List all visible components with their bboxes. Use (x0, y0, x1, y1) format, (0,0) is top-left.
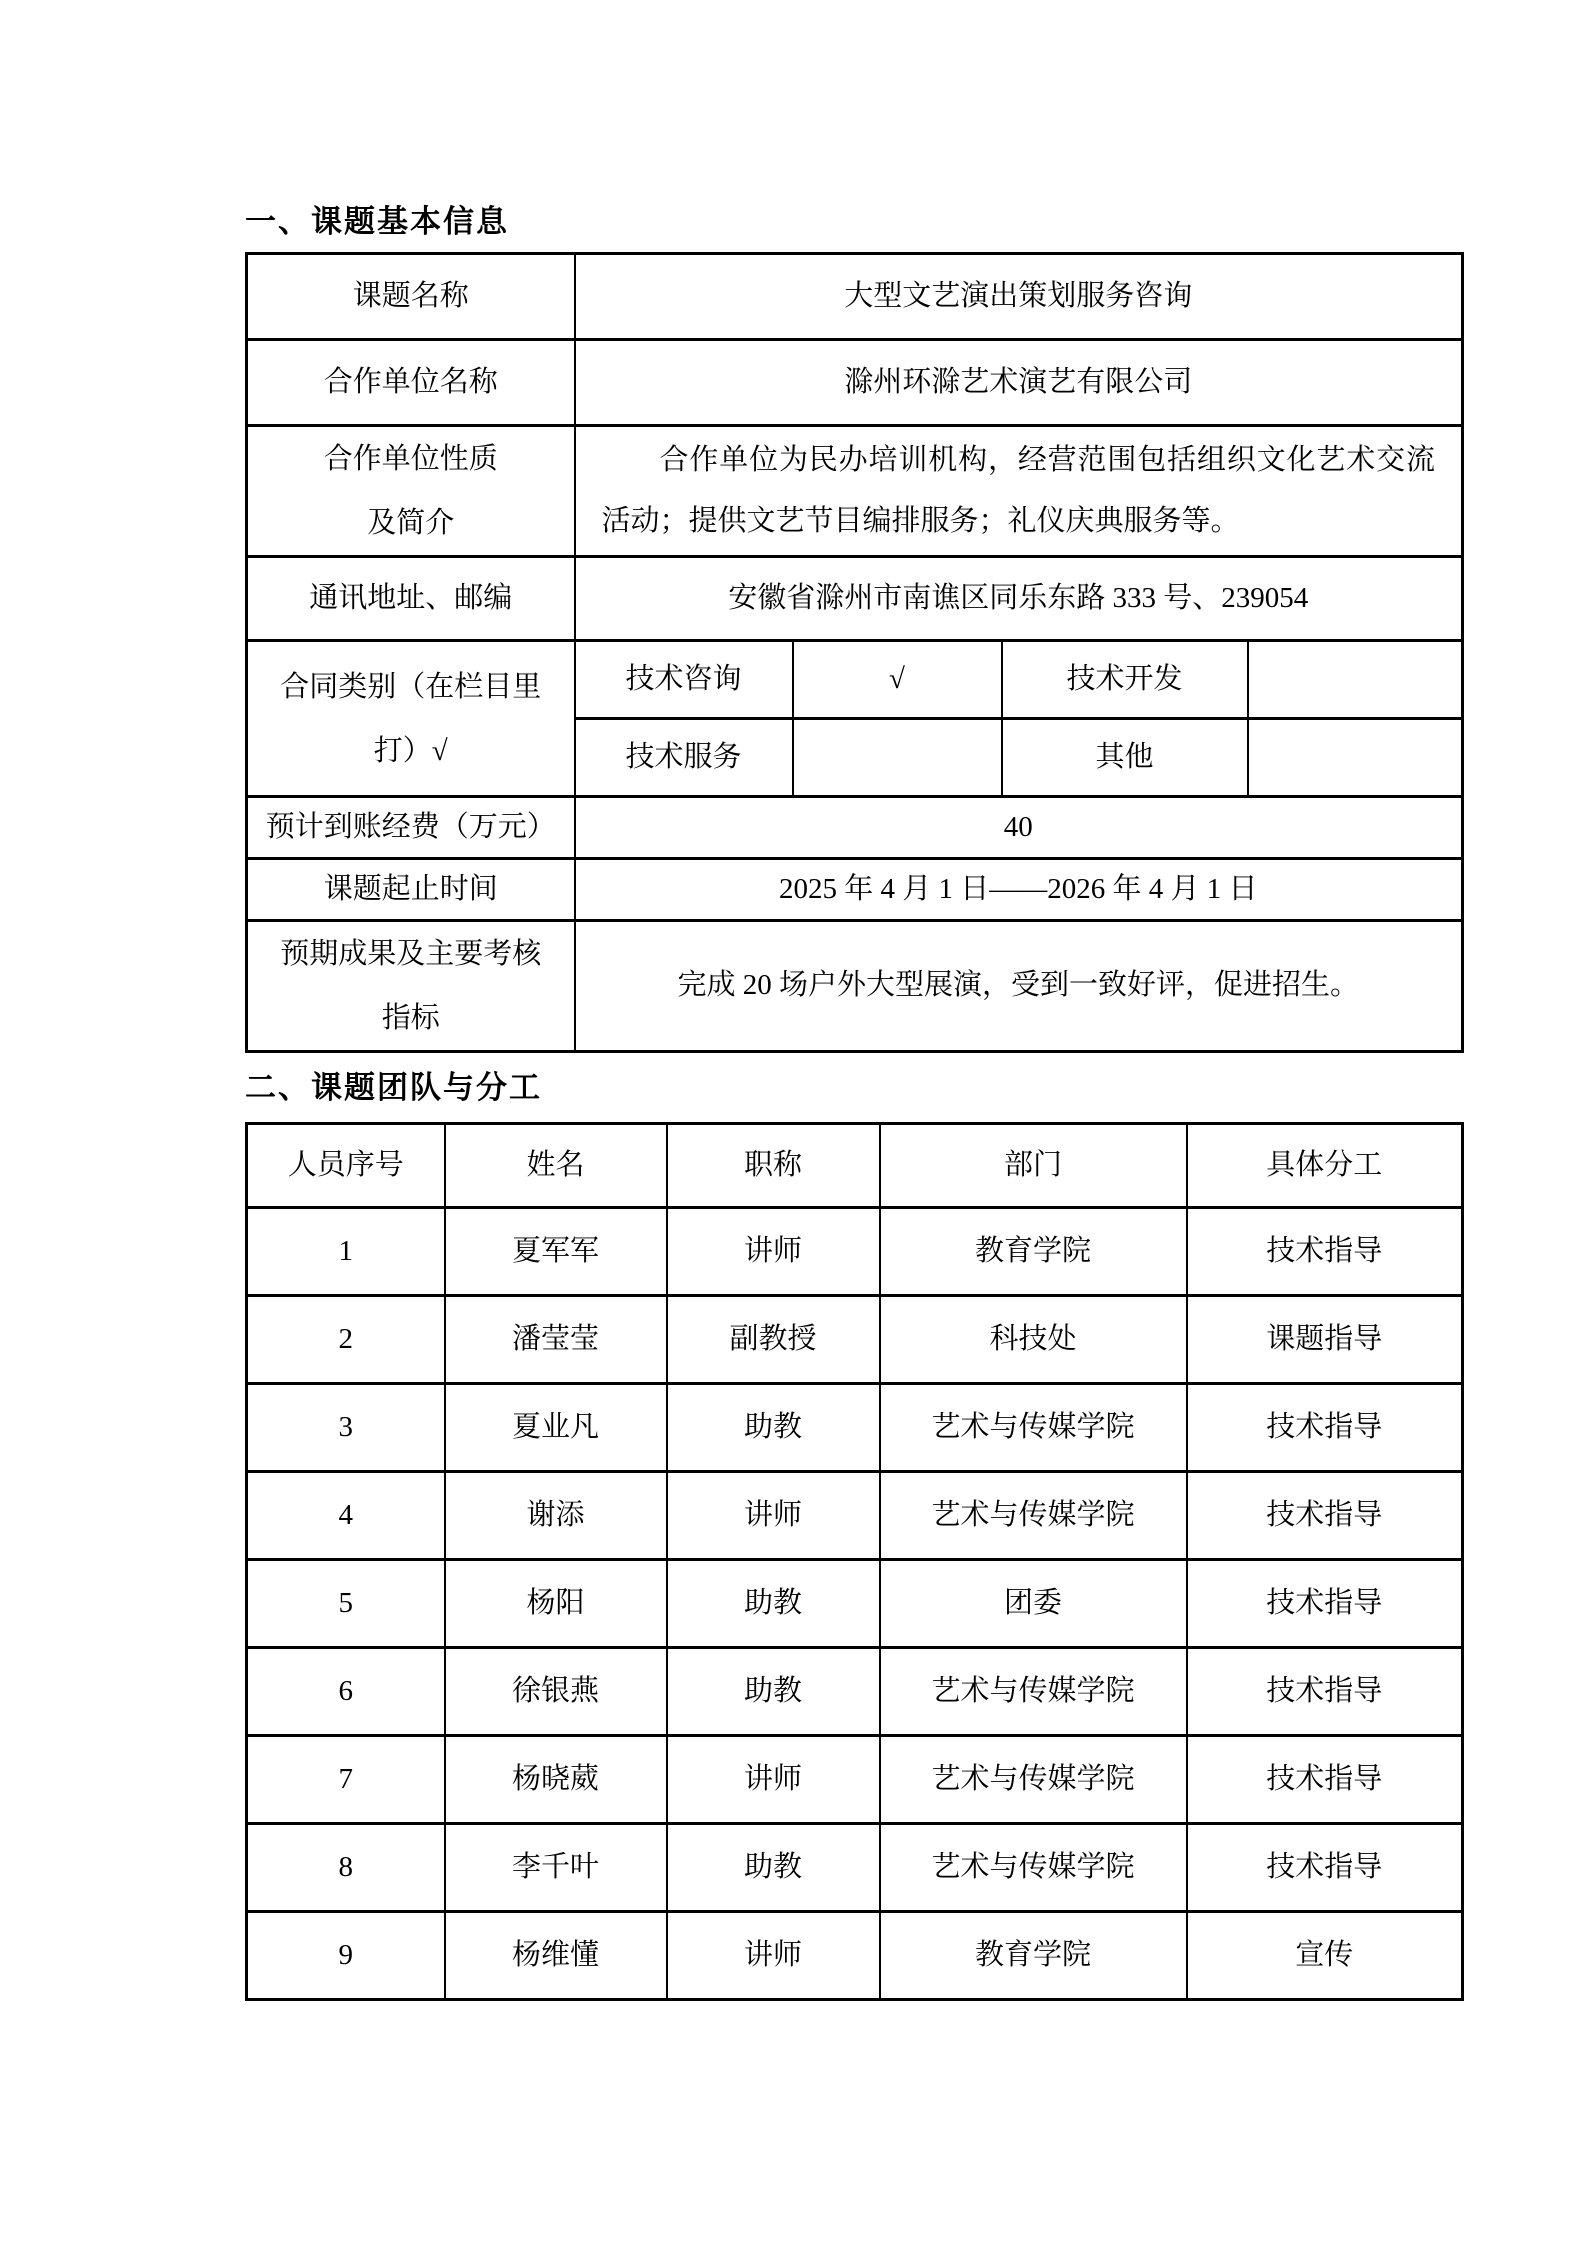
contract-check-development (1248, 641, 1463, 719)
partner-name-label: 合作单位名称 (247, 340, 575, 426)
member-duty: 技术指导 (1187, 1384, 1463, 1472)
row-outcome (247, 921, 1463, 1052)
outcome-value: 完成 20 场户外大型展演，受到一致好评，促进招生。 (575, 921, 1463, 1052)
member-duty: 技术指导 (1187, 1472, 1463, 1560)
member-no: 6 (247, 1648, 445, 1736)
member-no: 5 (247, 1560, 445, 1648)
member-title: 讲师 (667, 1472, 880, 1560)
member-duty: 宣传 (1187, 1912, 1463, 2000)
member-name: 杨维懂 (445, 1912, 667, 2000)
partner-nature-value: 合作单位为民办培训机构，经营范围包括组织文化艺术交流活动；提供文艺节目编排服务；礼仪庆典服务等。 (575, 426, 1463, 557)
header-duty: 具体分工 (1187, 1124, 1463, 1208)
member-department: 教育学院 (880, 1208, 1187, 1296)
member-duty: 课题指导 (1187, 1296, 1463, 1384)
member-department: 艺术与传媒学院 (880, 1384, 1187, 1472)
header-title: 职称 (667, 1124, 880, 1208)
member-name: 徐银燕 (445, 1648, 667, 1736)
budget-value: 40 (575, 797, 1463, 859)
row-budget (247, 797, 1463, 859)
contract-check-other (1248, 719, 1463, 797)
contract-option-other: 其他 (1002, 719, 1248, 797)
member-department: 团委 (880, 1560, 1187, 1648)
row-duration (247, 859, 1463, 921)
team-header-row (247, 1124, 1463, 1208)
team-row (247, 1208, 1463, 1296)
contract-option-service: 技术服务 (575, 719, 793, 797)
member-duty: 技术指导 (1187, 1208, 1463, 1296)
member-no: 4 (247, 1472, 445, 1560)
team-table (245, 1122, 1464, 2001)
team-row (247, 1736, 1463, 1824)
contract-option-consulting: 技术咨询 (575, 641, 793, 719)
member-title: 讲师 (667, 1912, 880, 2000)
team-row (247, 1384, 1463, 1472)
member-title: 讲师 (667, 1736, 880, 1824)
member-no: 9 (247, 1912, 445, 2000)
member-title: 助教 (667, 1560, 880, 1648)
team-row (247, 1296, 1463, 1384)
row-contract-type-1 (247, 641, 1463, 719)
partner-nature-label (247, 426, 575, 557)
member-name: 夏军军 (445, 1208, 667, 1296)
team-row (247, 1560, 1463, 1648)
address-label: 通讯地址、邮编 (247, 557, 575, 641)
outcome-label (247, 921, 575, 1052)
member-department: 艺术与传媒学院 (880, 1472, 1187, 1560)
member-title: 讲师 (667, 1208, 880, 1296)
section-1-heading: 一、课题基本信息 (245, 204, 509, 239)
team-row (247, 1824, 1463, 1912)
section-2-heading: 二、课题团队与分工 (245, 1070, 542, 1105)
address-value: 安徽省滁州市南谯区同乐东路 333 号、239054 (575, 557, 1463, 641)
member-duty: 技术指导 (1187, 1648, 1463, 1736)
partner-nature-label-line1: 合作单位性质 (323, 443, 498, 475)
member-duty: 技术指导 (1187, 1560, 1463, 1648)
member-name: 李千叶 (445, 1824, 667, 1912)
contract-option-development: 技术开发 (1002, 641, 1248, 719)
contract-check-consulting: √ (793, 641, 1002, 719)
member-name: 潘莹莹 (445, 1296, 667, 1384)
member-department: 艺术与传媒学院 (880, 1648, 1187, 1736)
member-no: 1 (247, 1208, 445, 1296)
duration-value: 2025 年 4 月 1 日——2026 年 4 月 1 日 (575, 859, 1463, 921)
member-title: 助教 (667, 1648, 880, 1736)
contract-type-label-line1: 合同类别（在栏目里 (280, 670, 542, 703)
member-title: 助教 (667, 1384, 880, 1472)
member-no: 3 (247, 1384, 445, 1472)
member-department: 教育学院 (880, 1912, 1187, 2000)
team-row (247, 1648, 1463, 1736)
project-name-label: 课题名称 (247, 254, 575, 340)
partner-nature-label-line2: 及简介 (367, 507, 455, 539)
member-no: 7 (247, 1736, 445, 1824)
member-title: 助教 (667, 1824, 880, 1912)
member-department: 艺术与传媒学院 (880, 1736, 1187, 1824)
team-row (247, 1912, 1463, 2000)
budget-label: 预计到账经费（万元） (247, 797, 575, 859)
member-department: 艺术与传媒学院 (880, 1824, 1187, 1912)
duration-label: 课题起止时间 (247, 859, 575, 921)
row-address (247, 557, 1463, 641)
team-row (247, 1472, 1463, 1560)
member-no: 2 (247, 1296, 445, 1384)
member-name: 谢添 (445, 1472, 667, 1560)
member-duty: 技术指导 (1187, 1736, 1463, 1824)
member-duty: 技术指导 (1187, 1824, 1463, 1912)
header-department: 部门 (880, 1124, 1187, 1208)
member-title: 副教授 (667, 1296, 880, 1384)
member-department: 科技处 (880, 1296, 1187, 1384)
contract-type-label (247, 641, 575, 797)
basic-info-table (245, 252, 1464, 1053)
header-member-no: 人员序号 (247, 1124, 445, 1208)
outcome-label-line2: 指标 (381, 1002, 440, 1034)
member-no: 8 (247, 1824, 445, 1912)
project-name-value: 大型文艺演出策划服务咨询 (575, 254, 1463, 340)
outcome-label-line1: 预期成果及主要考核 (280, 938, 542, 970)
header-name: 姓名 (445, 1124, 667, 1208)
member-name: 杨晓葳 (445, 1736, 667, 1824)
row-partner-name (247, 340, 1463, 426)
member-name: 杨阳 (445, 1560, 667, 1648)
contract-type-label-line2: 打）√ (373, 734, 448, 767)
row-project-name (247, 254, 1463, 340)
partner-name-value: 滁州环滁艺术演艺有限公司 (575, 340, 1463, 426)
row-partner-nature (247, 426, 1463, 557)
member-name: 夏业凡 (445, 1384, 667, 1472)
contract-check-service (793, 719, 1002, 797)
